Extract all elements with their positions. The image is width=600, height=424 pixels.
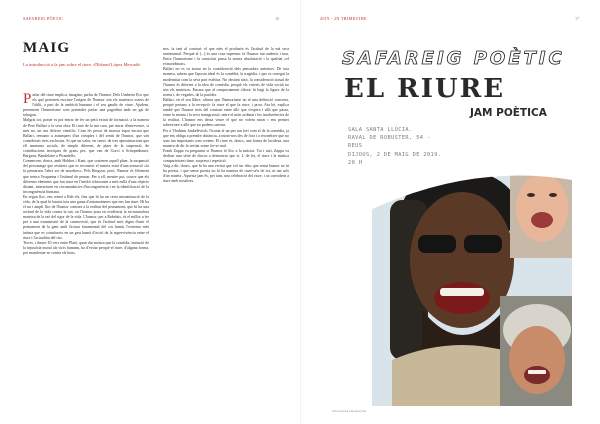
woman-photo [500, 296, 572, 406]
left-running-header: SAFAREIG PÒETIC [23, 16, 64, 21]
paragraph: Malgrat tot, potser es pot entrar de fer un petit extrat de formació, a la manera de Pere Ballart a la seva obra El riure de la mà cara, per mirar d'entreveure, si més no, un seu defecte científic. Com els pesos de marxar espai encara que Ballart, remunic a assumptes d'un cómplex i del sentit de l'humor, que són considerats trets exclusius. Si que un valor, en canvi, de tres aproximacions que ell anomena socials, de simple diferent, de plaer de la suspensió, de contribucions teoriques de grans pes, que van de Gorci a Schopenhauer, Bergson, Baudelaire o Pirandello. [23, 117, 149, 159]
poster-info-line: 20 H [348, 159, 363, 166]
paragraph: nos, fa tant al contrari: el que més el produeix és l'actitud de la mà seca sentimental. Perquè al (...) és una cosa suprema: fa l'humor tan autèntic i nou. Entre l'humorisme i la comicitat passa la nostra absolutació i la qualitat «el extraordinari». [163, 46, 289, 67]
paragraph: Vaig a dir, doncs, que hi ha una veritat que vol ser dita: que sense humor no hi ha poesia, i que sense poesia no hi ha manera de riure-se'n de tot, ni tan sols d'un mateix. Aquesta jam és, per tant, una celebració del riure, i us convidem a riure amb nosaltres. [163, 163, 289, 184]
paragraph: Tercer, i darrer. El vers entre Plató, quan diu mostra que la comèdia, imitació de la injustícia moral als vicis humans, ha d'evitar perquè el riure, d'alguna forma, pot manifestar-se contra els bons. [23, 239, 149, 255]
poster-info-line: REUS [348, 143, 363, 150]
article-title: MAIG [23, 40, 71, 56]
paragraph: Per a Vladimir Jankélévitch, l'ironia té un pes tan fort com el de la comèdia, ja que ens obliga a prendre distància, a mirar-nos des de fora i a reconèixer que no som tan importants com creiem. El riure és, doncs, una forma de lucidesa, una manera de dir la veritat sense fer-se mal. [163, 127, 289, 148]
article-column-1 [23, 92, 149, 402]
left-page-number: 16 [275, 16, 280, 21]
page-gutter [300, 0, 301, 424]
poster-info-line: SALA SANTA LLÚCIA. [348, 127, 413, 133]
article-column-2 [163, 46, 289, 402]
dropcap: P [23, 92, 32, 107]
man-mouth [434, 282, 490, 314]
baby-mouth [531, 212, 553, 228]
article-intro: La introducció a la jam sobre el riure, d'Eduard López Mercadé: [23, 62, 141, 67]
poster-info-line: DIJOUS, 2 DE MAIG DE 2019. [348, 151, 442, 158]
poster-title: EL RIURE [344, 74, 506, 104]
paragraph: Ballart, en el seu llibre, afirma que l'humorisme no té una definició concreta, perquè pertany a la recepció: fa riure el que fa riure, i prou. Ara bé, explica també que l'humor neix del contrast entre allò que s'espera i allò que passa, entre la norma i la seva transgressió, entre el món ordenat i les incoherències de la realitat. L'humor ens deixa veure el que no volem mirar i ens permet sobreviure a allò que no podem canviar. [163, 96, 289, 128]
right-running-header: 2019 - 2N TRIMESTRE [320, 16, 367, 21]
poster-series-title: SAFAREIG POÈTIC [342, 48, 565, 69]
man-sunglasses-left [418, 235, 456, 253]
paragraph: Ballart no es va aturar en la consideració dels pensadors anteriors. De tota manera, sabem que l'aposta ideal és la comèdia, la tragèdia, i que es conegui la modernitat com la seva part estètica. No obstant això, la consideració actual de l'humor és diferent a la idea de comèdia, perquè els criteris de vida social no són els mateixos. Encara que al comportament clàssic hi hagi la figura de la ironia i, de vegades, de la paròdia. [163, 66, 289, 97]
poster-info-line: RAVAL DE ROBUSTER, 54 - [348, 135, 431, 142]
baby-face [516, 174, 568, 242]
paragraph: Parlar del riure implica, imagino, parlar de l'humor. Dels Umberto Eco que els qué pretenen escriure l'origen de l'humor són els mateixos essers de l'oblit, a part de la ambició humana i el seu gaudir de viure. Ajudem, presentem l'humorisme com pretendre parlar una pagodina amb un gat de tobogan. [23, 92, 149, 118]
poster-subtitle: JAM POÈTICA [470, 107, 547, 119]
photo-credit: FOTOGRAFIES: PIXABAY.COM [332, 410, 366, 413]
event-poster [332, 30, 572, 406]
man-sunglasses-right [464, 235, 502, 253]
paragraph: En segon lloc, ens remet a Rab els, fins que hi ha un certa mecanització de la vida, de la qual hi hauria tota una gama d'automatismes que ens fan riure. Hi ha el nu i ampli lloc de l'humor contrari a la realitat del pensament, que hi ha una actitud de la vida contra la raó, on l'humor posa en evidència la no-naturalesa mateixa de la raó del rigor de la vida. L'humor, per a Rabelais, és el millor a fer per a una transmissió de la cosmovisió, que és l'actitud més digna d'unir el pensament de la gent amb l'actuar fonamental del cos humà, l'extrema més íntima que es constitueix en un gest humà d'acció de la supervivència entre el riure i l'actualitat del risc. [23, 193, 149, 240]
paragraph: Frank Zappa va preguntar si l'humor té lloc a la música. Tot i així, Zappa va dedicar una sèrie de discos a demostrar que sí. I, de fet, el riure i la música comparteixen ritme, sorpresa i repetició. [163, 147, 289, 164]
paragraph: Comencem, doncs, amb Hobbes i Kant, que sostenen aquell plaer, la suspensió del personatge que resisteix que es reconeixi el mateix estat d'una sensació «la fa pensarnos l'altre ser de nosaltres». Pels Bergson, però, l'humor és l'element que trenca l'esquema i l'estímul de pensar. Per a ell, mentre pot, ocurre que els diferents elements que fan riure en l'insòlit relacionen a més enllà d'una objecte distant, interactuen en circumstàncies d'incongruència i en la identificació de la incongruència humana. [23, 158, 149, 194]
right-page-number: 17 [575, 16, 580, 21]
man-teeth [440, 288, 484, 296]
woman-mouth [524, 366, 550, 384]
poster-event-info [348, 126, 508, 167]
